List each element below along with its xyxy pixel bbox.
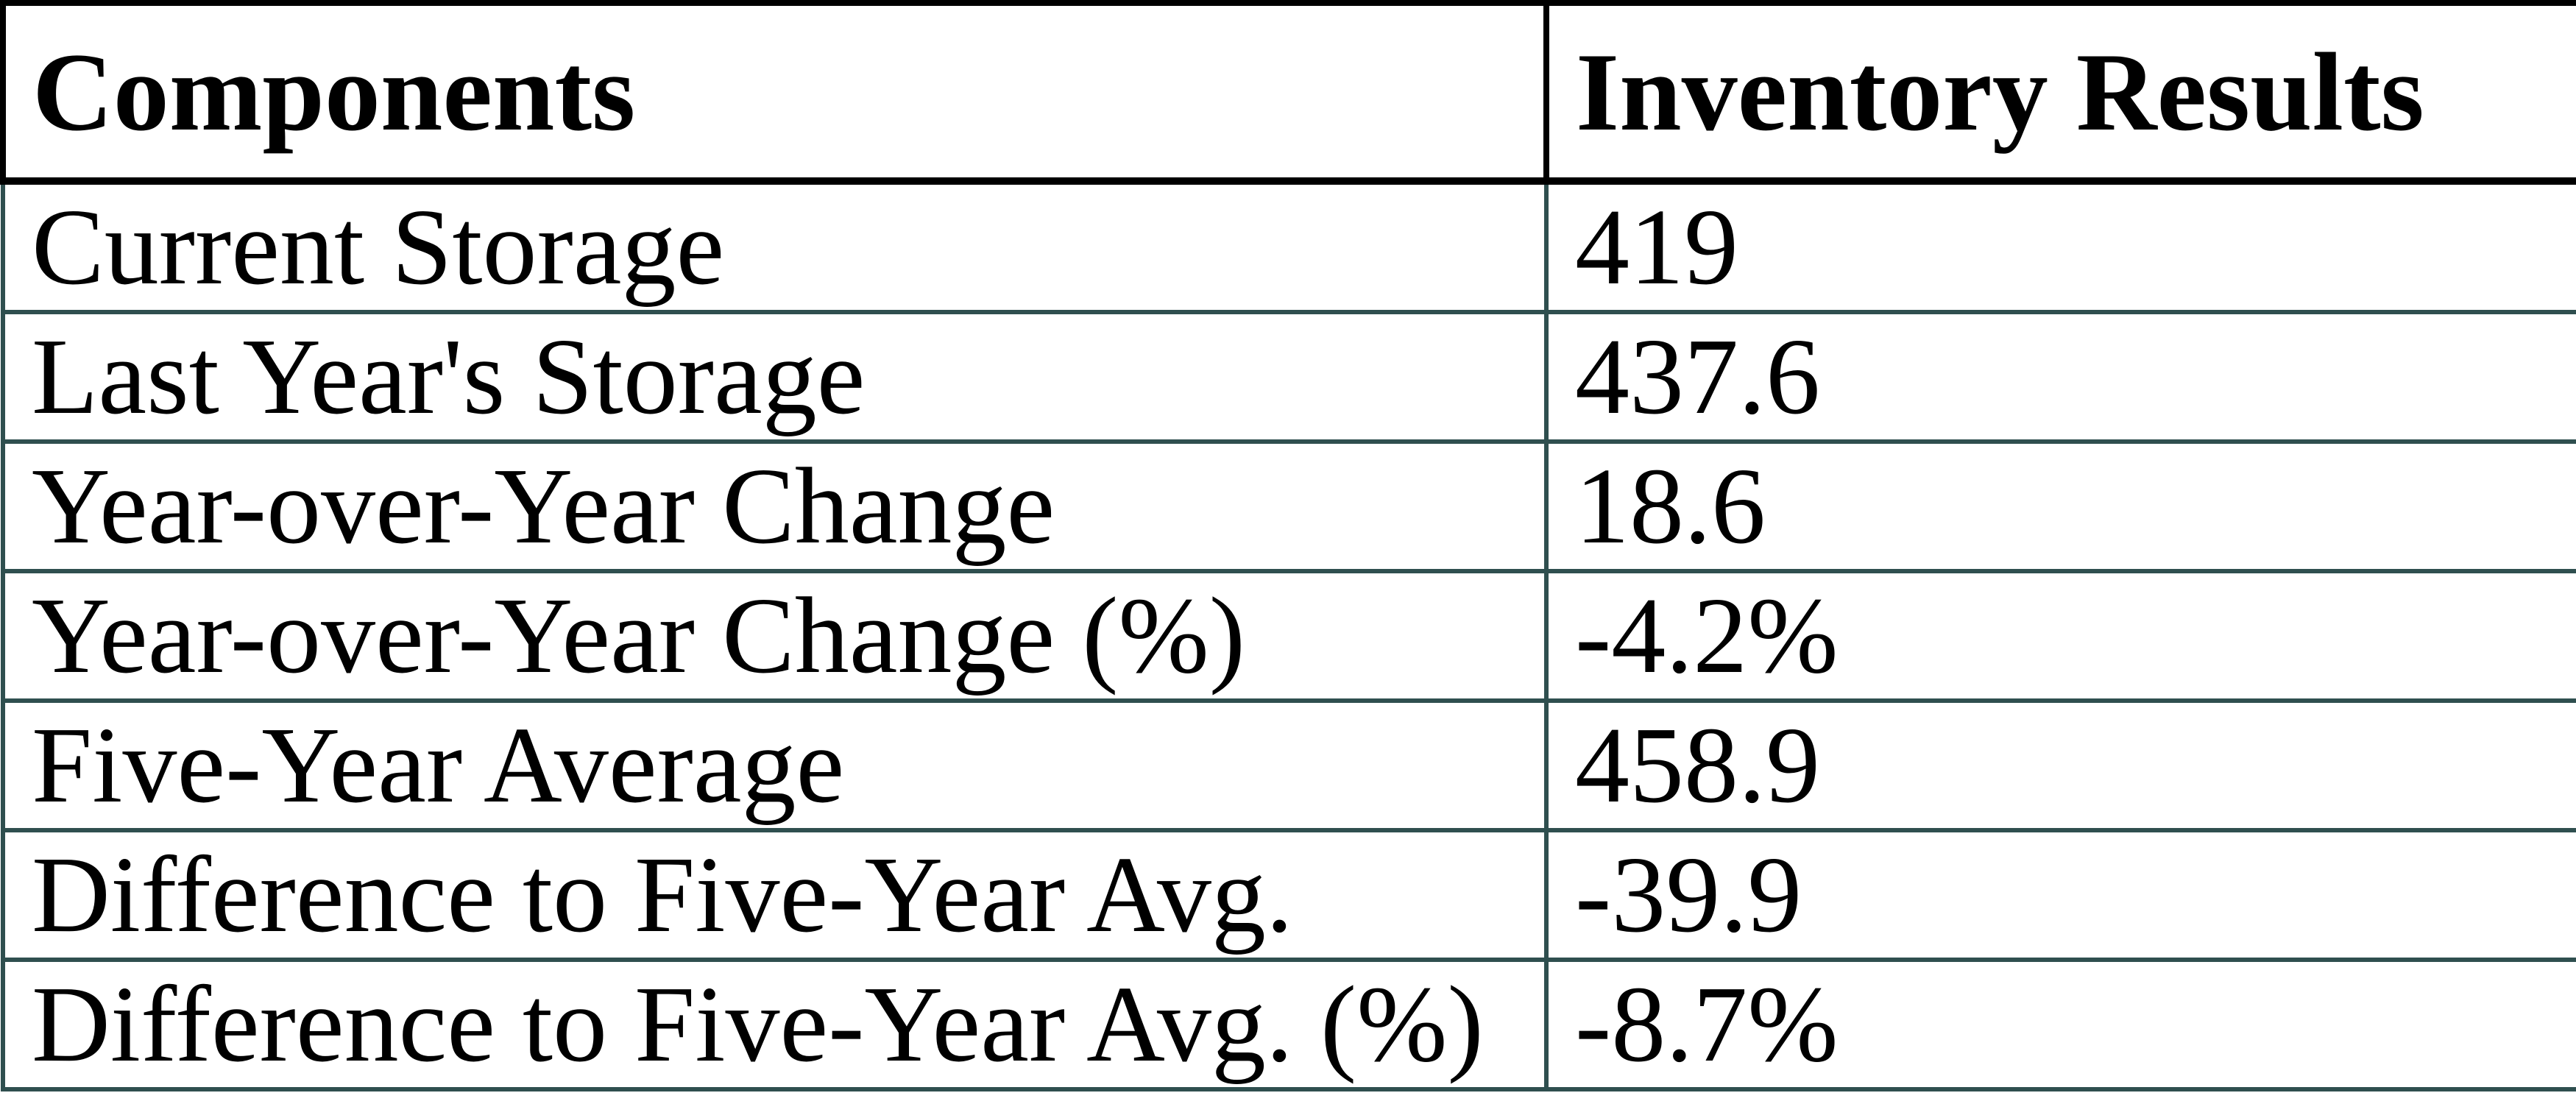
value-cell: -8.7% xyxy=(1546,960,2576,1089)
table-row xyxy=(3,701,2576,830)
column-header-components: Components xyxy=(3,3,1546,181)
component-cell: Five-Year Average xyxy=(3,701,1546,830)
table-body xyxy=(3,181,2576,1089)
component-cell: Current Storage xyxy=(3,181,1546,312)
component-cell: Last Year's Storage xyxy=(3,312,1546,442)
table-header-row xyxy=(3,3,2576,181)
component-cell: Year-over-Year Change xyxy=(3,442,1546,571)
value-cell: -39.9 xyxy=(1546,830,2576,960)
table-row xyxy=(3,181,2576,312)
table-row xyxy=(3,442,2576,571)
column-header-inventory-results: Inventory Results xyxy=(1546,3,2576,181)
value-cell: 437.6 xyxy=(1546,312,2576,442)
value-cell: 18.6 xyxy=(1546,442,2576,571)
value-cell: 458.9 xyxy=(1546,701,2576,830)
table-row xyxy=(3,312,2576,442)
component-cell: Year-over-Year Change (%) xyxy=(3,571,1546,701)
table-header xyxy=(3,3,2576,181)
table-row xyxy=(3,571,2576,701)
component-cell: Difference to Five-Year Avg. xyxy=(3,830,1546,960)
value-cell: 419 xyxy=(1546,181,2576,312)
table-row xyxy=(3,830,2576,960)
table-row xyxy=(3,960,2576,1089)
component-cell: Difference to Five-Year Avg. (%) xyxy=(3,960,1546,1089)
value-cell: -4.2% xyxy=(1546,571,2576,701)
